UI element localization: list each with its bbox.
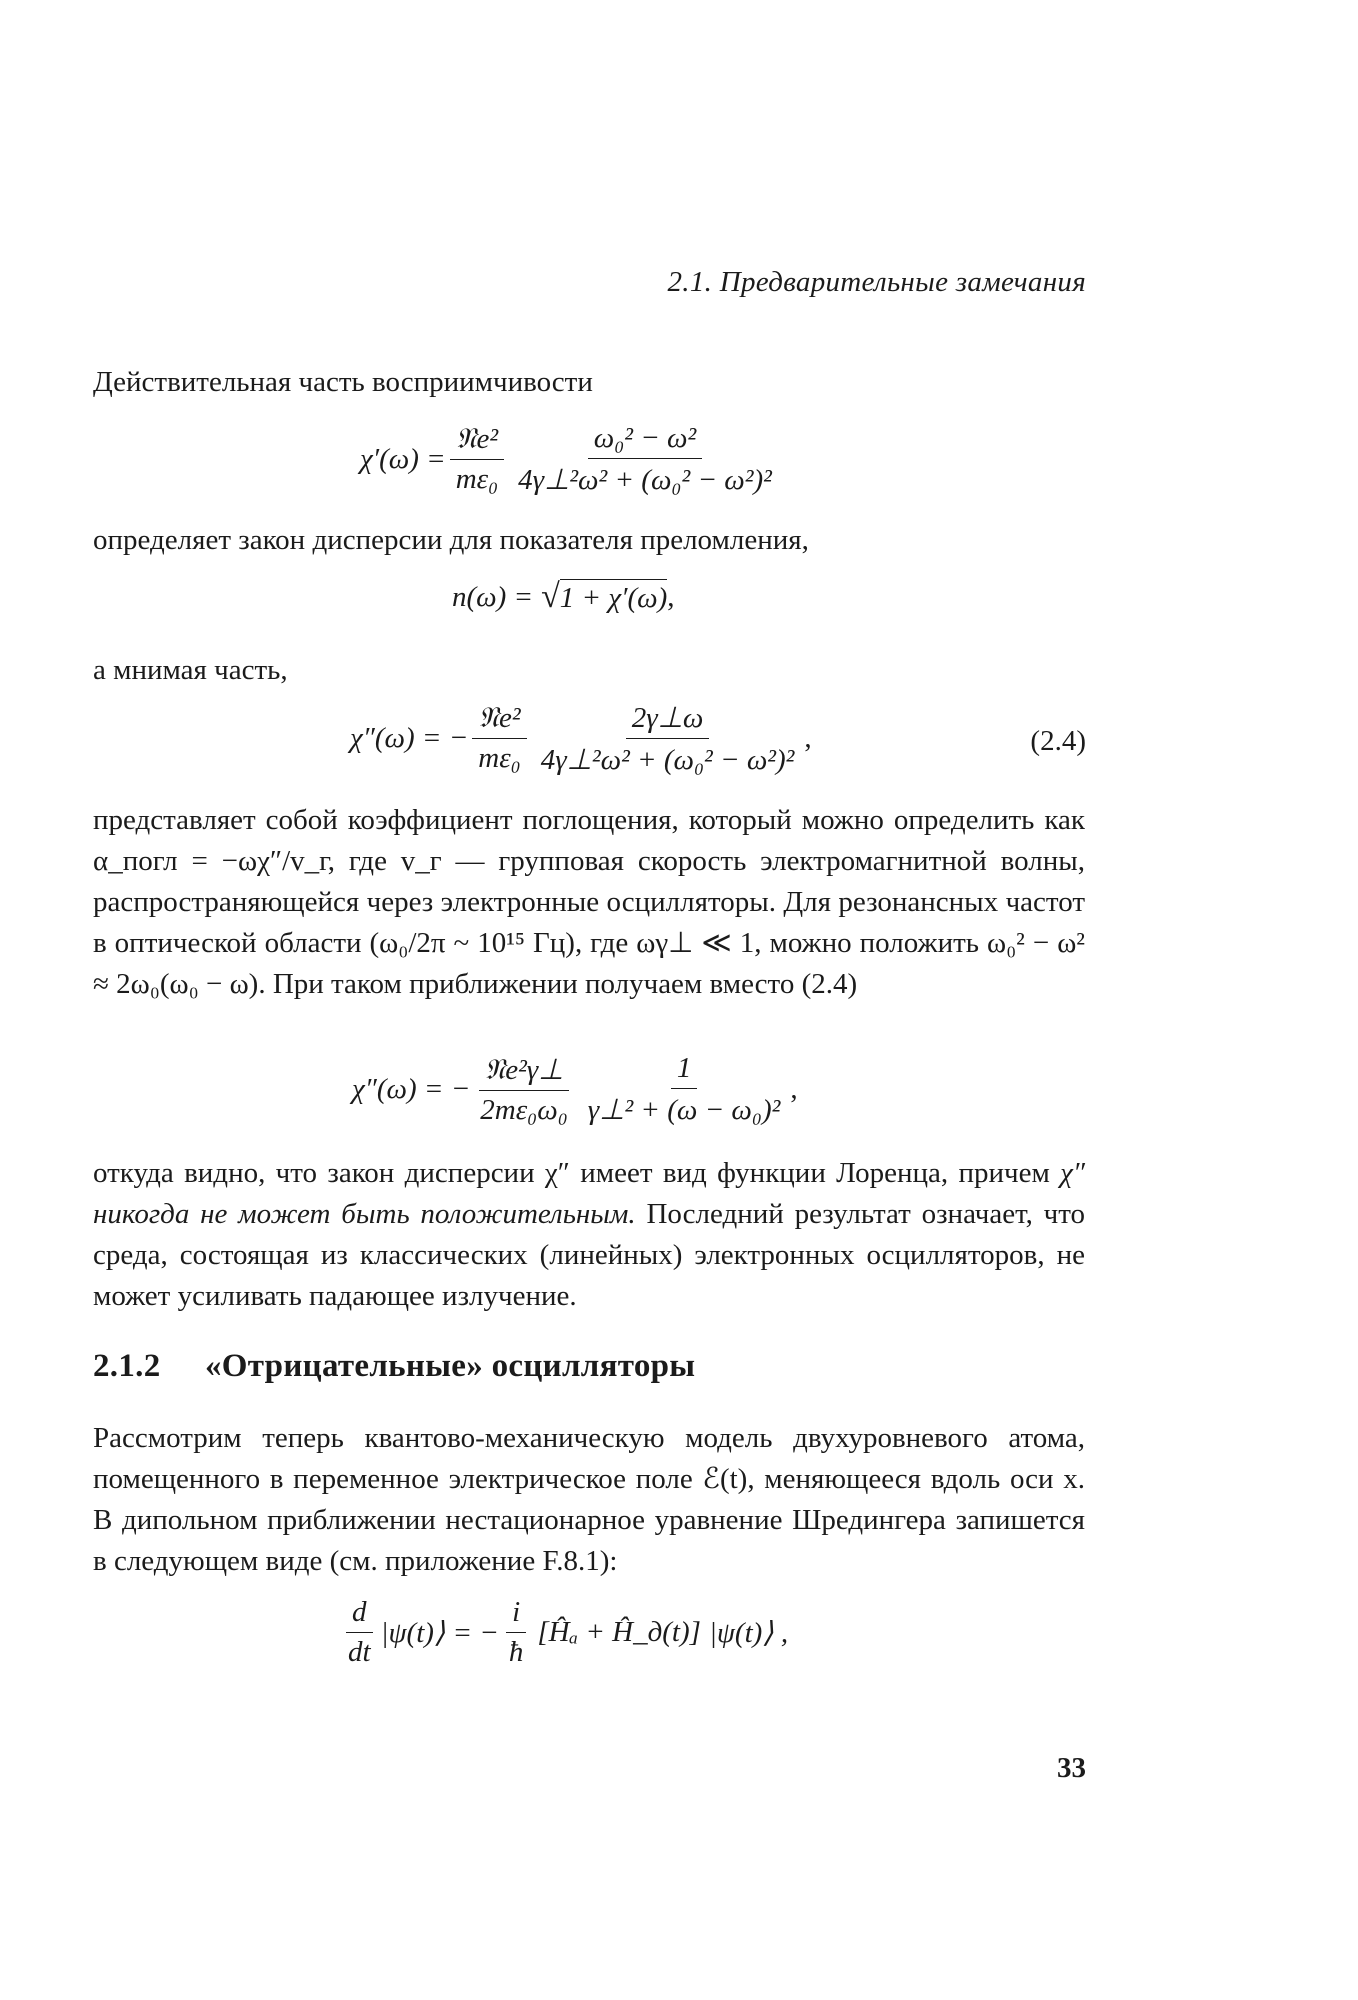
paragraph-real-part-intro: Действительная часть восприимчивости (93, 366, 593, 398)
fraction: $\frac{\text{𝔑e²}}{\text{mε₀}}$ (450, 423, 504, 496)
paragraph-imaginary-part: а мнимая часть, (93, 654, 288, 686)
paragraph-lorentz-conclusion: откуда видно, что закон дисперсии χ″ имеет вид функции Лоренца, причем χ″ никогда не может быть положительным. Последний результат означает, что среда, состоящая из классических (линейных) электронных осцилляторов, не может усиливать падающее излучение. (93, 1157, 1086, 1312)
radicand: 1 + χ′(ω) (560, 579, 667, 615)
section-number: 2.1.2 (93, 1348, 161, 1384)
equation-lhs: n(ω) = (452, 580, 534, 613)
fraction: $\frac{\text{ω₀² − ω²}}{\text{4γ⊥²ω² + (ω₀² − ω²)²}}$ (518, 422, 772, 496)
paragraph-two-level-atom: Рассмотрим теперь квантово-механическую модель двухуровневого атома, помещенного в переменное электрическое поле ℰ(t), меняющееся вдоль оси x. В дипольном приближении нестационарное уравнение Шредингера запишется в следующем виде (см. приложение F.8.1): (93, 1422, 1085, 1577)
emphasized-text: χ″ никогда не может быть положительным. (93, 1157, 1085, 1230)
section-title: «Отрицательные» осцилляторы (205, 1348, 696, 1384)
hamiltonian-bracket: [Ĥₐ + Ĥ_д(t)] (537, 1616, 701, 1648)
fraction: $\frac{d}{dt}$ (348, 1596, 371, 1668)
page-number: 33 (1057, 1752, 1086, 1784)
equation-refractive-index: n(ω) = √ 1 + χ′(ω) , (452, 578, 675, 615)
equation-number: (2.4) (1030, 725, 1086, 757)
equation-lhs: χ″(ω) = − (352, 1073, 471, 1105)
ket: |ψ(t)⟩ = − (380, 1617, 499, 1649)
equation-chi-prime (360, 422, 782, 497)
equation-chi-double-prime: χ″(ω) = − $\frac{\text{𝔑e²}}{\text{mε₀}}$ $\frac{2\gamma\perp\omega}{\text{4γ⊥²ω² + (ω₀² − ω²)²}}$ , (350, 702, 812, 776)
paragraph-dispersion-law: определяет закон дисперсии для показателя преломления, (93, 524, 809, 556)
ket: |ψ(t)⟩ , (708, 1617, 789, 1649)
equation-lorentzian: χ″(ω) = − $\frac{\text{𝔑e²γ⊥}}{\text{2mε₀ω₀}}$ $\frac{1}{\text{γ⊥² + (ω − ω₀)²}}$ , (352, 1052, 798, 1126)
running-head: 2.1. Предварительные замечания (667, 266, 1086, 298)
radical-sign: √ (541, 578, 560, 615)
fraction: $\frac{1}{\text{γ⊥² + (ω − ω₀)²}}$ (587, 1052, 781, 1126)
equation-lhs: χ′(ω) = (360, 443, 446, 475)
equation-lhs: χ″(ω) = − (350, 722, 469, 754)
fraction: $\frac{2\gamma\perp\omega}{\text{4γ⊥²ω² + (ω₀² − ω²)²}}$ (540, 702, 795, 776)
fraction: $\frac{\text{𝔑e²}}{\text{mε₀}}$ (472, 702, 526, 775)
section-heading (93, 1348, 695, 1385)
fraction: $\frac{i}{ħ}$ (503, 1596, 530, 1669)
fraction: $\frac{\text{𝔑e²γ⊥}}{\text{2mε₀ω₀}}$ (480, 1054, 568, 1126)
paragraph-absorption: представляет собой коэффициент поглощения, который можно определить как α_погл = −ωχ″/v_г, где v_г — групповая скорость электромагнитной волны, распространяющейся через электронные осцилляторы. Для резонансных частот в оптической области (ω₀/2π ~ 10¹⁵ Гц), где ωγ⊥ ≪ 1, можно положить ω₀² − ω² ≈ 2ω₀(ω₀ − ω). При таком приближении получаем вместо (2.4) (93, 804, 1085, 1000)
equation-schrodinger (338, 1596, 788, 1669)
